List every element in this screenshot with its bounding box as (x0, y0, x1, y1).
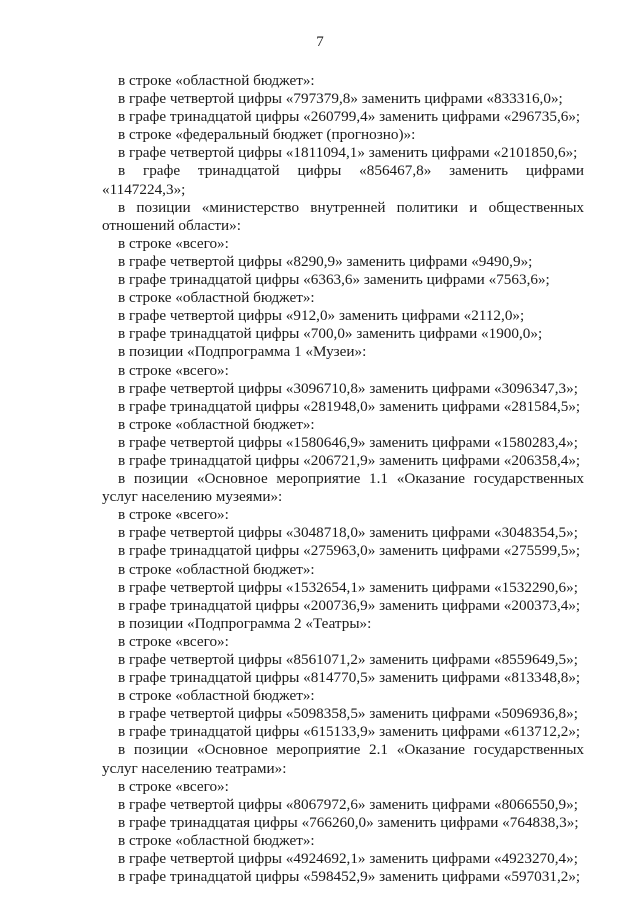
text-line: в позиции «Подпрограмма 2 «Театры»: (118, 614, 372, 632)
text-line: в графе четвертой цифры «5098358,5» заменить цифрами «5096936,8»; (118, 705, 578, 723)
text-line: в графе четвертой цифры «8067972,6» заменить цифрами «8066550,9»; (118, 795, 578, 813)
text-line: в графе тринадцатой цифры «260799,4» заменить цифрами «296735,6»; (118, 108, 581, 126)
text-line: в позиции «министерство внутренней политики и общественных (118, 198, 584, 216)
text-line: в графе тринадцатая цифры «766260,0» заменить цифрами «764838,3»; (118, 813, 579, 831)
text-line: в графе четвертой цифры «3048718,0» заменить цифрами «3048354,5»; (118, 524, 578, 542)
text-line: в графе тринадцатой цифры «6363,6» заменить цифрами «7563,6»; (118, 271, 550, 289)
page-number: 7 (316, 34, 324, 50)
text-line: в графе четвертой цифры «4924692,1» заменить цифрами «4923270,4»; (118, 850, 578, 868)
text-line: в строке «областной бюджет»: (118, 831, 315, 849)
text-line: в строке «всего»: (118, 234, 229, 252)
text-line: в графе тринадцатой цифры «281948,0» заменить цифрами «281584,5»; (118, 397, 581, 415)
text-line: в строке «всего»: (118, 361, 229, 379)
text-line: в строке «всего»: (118, 632, 229, 650)
text-line: в графе тринадцатой цифры «856467,8» заменить цифрами (118, 162, 584, 180)
text-line: в графе четвертой цифры «3096710,8» заменить цифрами «3096347,3»; (118, 379, 578, 397)
text-line: в строке «областной бюджет»: (118, 289, 315, 307)
text-line: отношений области»: (102, 216, 241, 234)
text-line: в графе четвертой цифры «8290,9» заменить цифрами «9490,9»; (118, 252, 533, 270)
text-line: в графе четвертой цифры «1811094,1» заменить цифрами «2101850,6»; (118, 144, 578, 162)
text-line: в графе тринадцатой цифры «598452,9» заменить цифрами «597031,2»; (118, 868, 581, 886)
text-line: в позиции «Основное мероприятие 2.1 «Оказание государственных (118, 741, 584, 759)
text-line: в графе тринадцатой цифры «814770,5» заменить цифрами «813348,8»; (118, 669, 581, 687)
text-line: в строке «всего»: (118, 506, 229, 524)
text-line: в строке «всего»: (118, 777, 229, 795)
text-line: «1147224,3»; (102, 180, 186, 198)
text-line: в графе тринадцатой цифры «275963,0» заменить цифрами «275599,5»; (118, 542, 581, 560)
text-line: в графе тринадцатой цифры «200736,9» заменить цифрами «200373,4»; (118, 596, 581, 614)
text-line: в графе четвертой цифры «912,0» заменить цифрами «2112,0»; (118, 307, 525, 325)
text-line: в строке «областной бюджет»: (118, 560, 315, 578)
text-line: в графе тринадцатой цифры «206721,9» заменить цифрами «206358,4»; (118, 451, 581, 469)
text-line: в графе четвертой цифры «797379,8» заменить цифрами «833316,0»; (118, 90, 563, 108)
text-line: в строке «федеральный бюджет (прогнозно)»: (118, 126, 416, 144)
text-line: услуг населению музеями»: (102, 488, 283, 506)
text-line: в графе четвертой цифры «1532654,1» заменить цифрами «1532290,6»; (118, 578, 578, 596)
text-line: в строке «областной бюджет»: (118, 687, 315, 705)
text-line: в графе тринадцатой цифры «700,0» заменить цифрами «1900,0»; (118, 325, 543, 343)
text-line: в графе четвертой цифры «8561071,2» заменить цифрами «8559649,5»; (118, 651, 578, 668)
document-body (102, 72, 584, 886)
text-line: в строке «областной бюджет»: (118, 415, 315, 433)
text-line: в позиции «Подпрограмма 1 «Музеи»: (118, 343, 367, 361)
text-line: в позиции «Основное мероприятие 1.1 «Оказание государственных (118, 470, 584, 488)
text-line: в строке «областной бюджет»: (118, 72, 315, 89)
text-line: в графе тринадцатой цифры «615133,9» заменить цифрами «613712,2»; (118, 723, 581, 741)
text-line: в графе четвертой цифры «1580646,9» заменить цифрами «1580283,4»; (118, 433, 578, 451)
text-line: услуг населению театрами»: (102, 759, 287, 777)
